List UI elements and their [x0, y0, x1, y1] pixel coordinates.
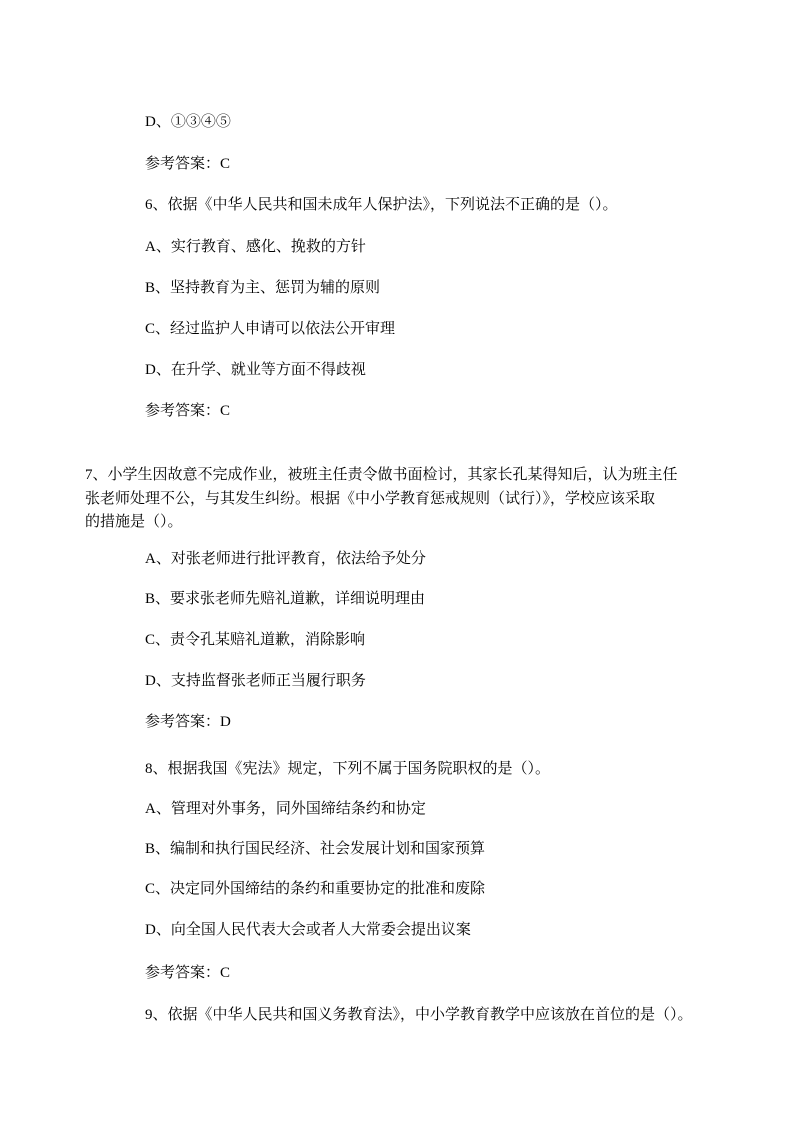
question-5-option-d: D、①③④⑤	[145, 114, 231, 130]
question-8-answer: 参考答案：C	[145, 965, 231, 981]
question-7-stem-line-3: 的措施是（）。	[85, 514, 183, 530]
question-8-option-c: C、决定同外国缔结的条约和重要协定的批准和废除	[145, 881, 486, 897]
question-6-stem: 6、依据《中华人民共和国未成年人保护法》，下列说法不正确的是（）。	[145, 197, 618, 213]
question-7-option-c: C、责令孔某赔礼道歉，消除影响	[145, 632, 366, 648]
question-7-answer: 参考答案：D	[145, 714, 231, 730]
question-5-answer: 参考答案：C	[145, 156, 231, 172]
question-7-option-a: A、对张老师进行批评教育，依法给予处分	[145, 551, 426, 567]
question-7-stem	[85, 464, 725, 535]
question-8-option-a: A、管理对外事务，同外国缔结条约和协定	[145, 801, 426, 817]
question-6-option-b: B、坚持教育为主、惩罚为辅的原则	[145, 280, 381, 296]
question-7-stem-line-2: 张老师处理不公，与其发生纠纷。根据《中小学教育惩戒规则（试行）》，学校应该采取	[85, 490, 656, 507]
question-7-option-d: D、支持监督张老师正当履行职务	[145, 673, 366, 689]
question-6-option-d: D、在升学、就业等方面不得歧视	[145, 362, 366, 378]
question-8-stem: 8、根据我国《宪法》规定，下列不属于国务院职权的是（）。	[145, 761, 551, 777]
question-7-option-b: B、要求张老师先赔礼道歉，详细说明理由	[145, 591, 426, 607]
question-6-answer: 参考答案：C	[145, 403, 231, 419]
question-7-stem-line-1: 7、小学生因故意不完成作业，被班主任责令做书面检讨，其家长孔某得知后，认为班主任	[85, 467, 678, 483]
question-8-option-b: B、编制和执行国民经济、社会发展计划和国家预算	[145, 841, 486, 857]
question-6-option-c: C、经过监护人申请可以依法公开审理	[145, 321, 396, 337]
question-8-option-d: D、向全国人民代表大会或者人大常委会提出议案	[145, 922, 471, 938]
question-9-stem: 9、依据《中华人民共和国义务教育法》，中小学教育教学中应该放在首位的是（）。	[145, 1007, 693, 1023]
question-6-option-a: A、实行教育、感化、挽救的方针	[145, 239, 366, 255]
